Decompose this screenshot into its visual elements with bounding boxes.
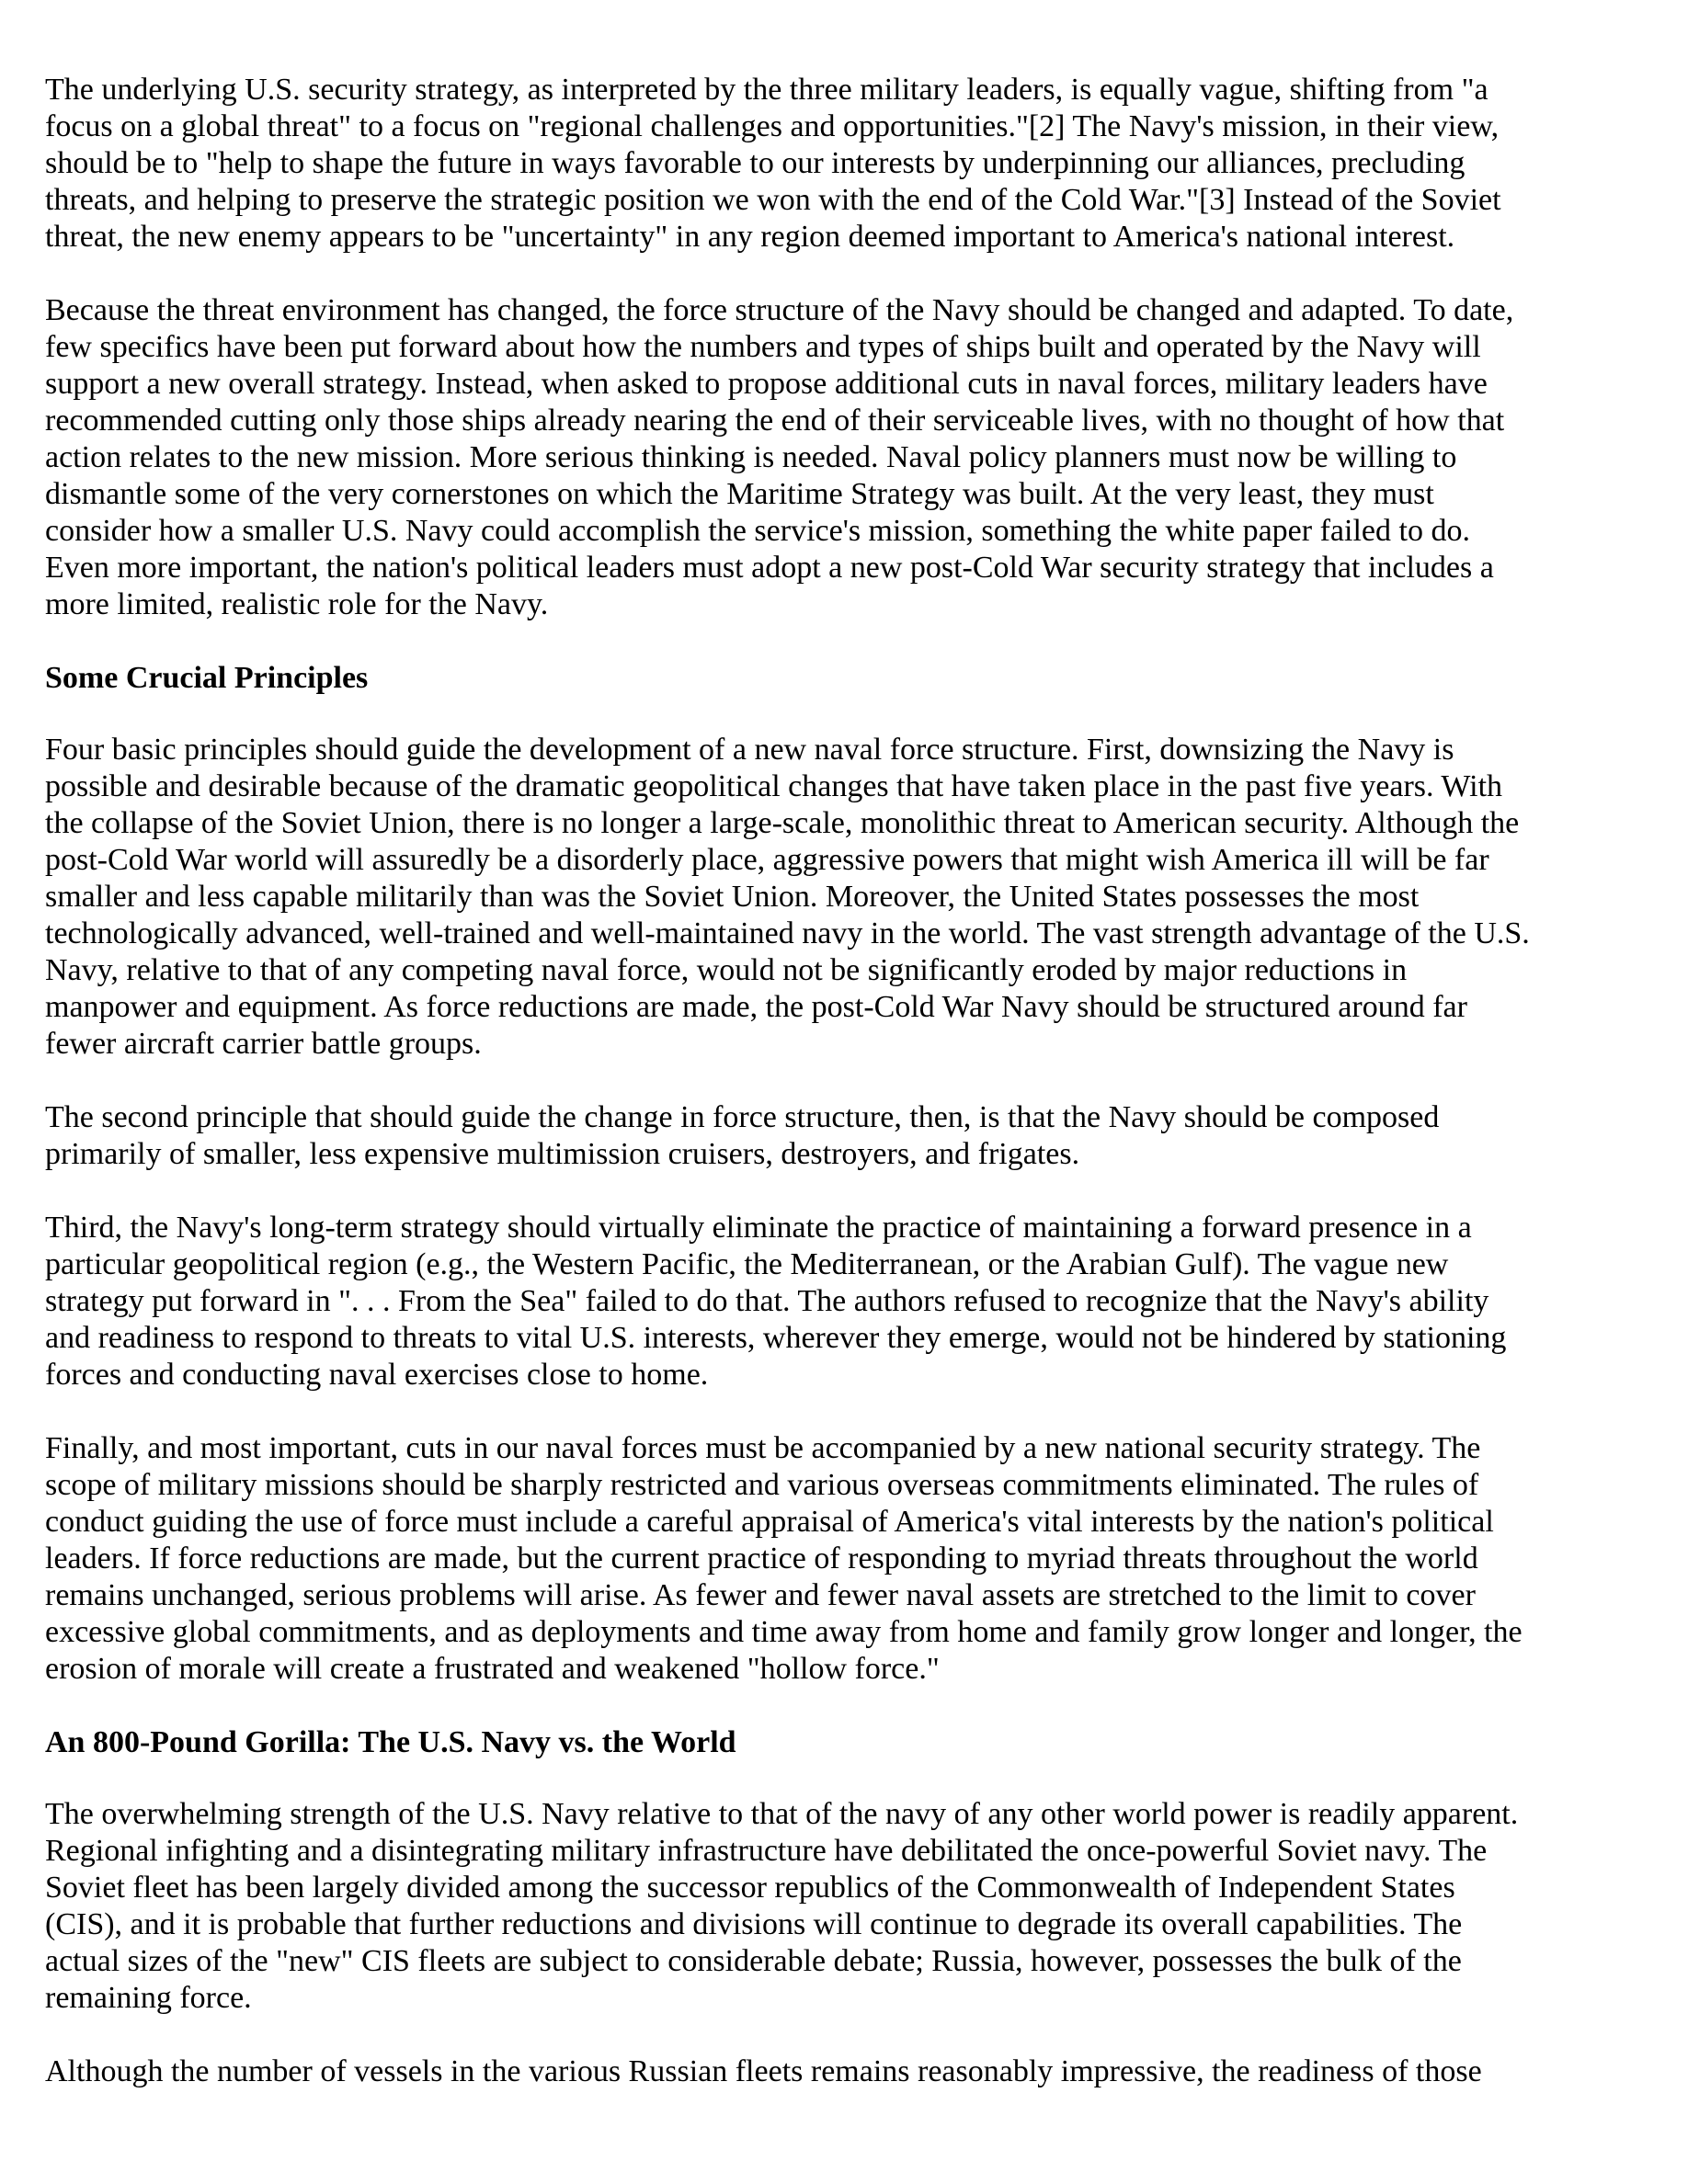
text-line: threats, and helping to preserve the strategic position we won with the end of the Cold War."[3] Instead of the Soviet [45, 183, 1501, 217]
paragraph-russian-fleets [45, 2053, 1663, 2090]
text-line: threat, the new enemy appears to be "uncertainty" in any region deemed important to America's national interest. [45, 220, 1455, 254]
text-line: Even more important, the nation's political leaders must adopt a new post-Cold War security strategy that includes a [45, 551, 1494, 585]
paragraph-overwhelming-strength [45, 1796, 1663, 2017]
text-line: Soviet fleet has been largely divided among the successor republics of the Commonwealth of Independent States [45, 1871, 1455, 1905]
text-line: remains unchanged, serious problems will arise. As fewer and fewer naval assets are stretched to the limit to cover [45, 1578, 1476, 1612]
text-line: conduct guiding the use of force must include a careful appraisal of America's vital interests by the nation's political [45, 1505, 1494, 1539]
section-heading-800-pound-gorilla: An 800-Pound Gorilla: The U.S. Navy vs. the World [45, 1725, 736, 1759]
text-line: leaders. If force reductions are made, but the current practice of responding to myriad threats throughout the world [45, 1541, 1478, 1575]
text-line: action relates to the new mission. More serious thinking is needed. Naval policy planners must now be willing to [45, 440, 1457, 474]
text-line: post-Cold War world will assuredly be a disorderly place, aggressive powers that might wish America ill will be far [45, 843, 1489, 877]
text-line: forces and conducting naval exercises close to home. [45, 1358, 709, 1392]
text-line: should be to "help to shape the future in ways favorable to our interests by underpinning our alliances, precluding [45, 146, 1466, 180]
text-line: recommended cutting only those ships already nearing the end of their serviceable lives, with no thought of how that [45, 404, 1505, 438]
text-line: excessive global commitments, and as deployments and time away from home and family grow longer and longer, the [45, 1615, 1523, 1649]
text-line: Four basic principles should guide the development of a new naval force structure. First, downsizing the Navy is [45, 733, 1454, 767]
text-line: Because the threat environment has changed, the force structure of the Navy should be changed and adapted. To date, [45, 293, 1514, 327]
text-line: primarily of smaller, less expensive multimission cruisers, destroyers, and frigates. [45, 1137, 1080, 1171]
text-line: manpower and equipment. As force reductions are made, the post-Cold War Navy should be structured around far [45, 990, 1467, 1024]
text-line: Navy, relative to that of any competing naval force, would not be significantly eroded by major reductions in [45, 953, 1408, 987]
text-line: Third, the Navy's long-term strategy should virtually eliminate the practice of maintaining a forward presence in a [45, 1211, 1472, 1245]
text-line: erosion of morale will create a frustrated and weakened "hollow force." [45, 1652, 940, 1686]
text-line: scope of military missions should be sharply restricted and various overseas commitments eliminated. The rules of [45, 1468, 1479, 1502]
text-line: technologically advanced, well-trained and well-maintained navy in the world. The vast strength advantage of the U.S. [45, 916, 1530, 950]
text-line: few specifics have been put forward about how the numbers and types of ships built and operated by the Navy will [45, 330, 1481, 364]
text-line: support a new overall strategy. Instead, when asked to propose additional cuts in naval forces, military leaders have [45, 367, 1488, 401]
text-line: consider how a smaller U.S. Navy could accomplish the service's mission, something the white paper failed to do. [45, 514, 1470, 548]
paragraph-security-strategy [45, 72, 1663, 256]
text-line: the collapse of the Soviet Union, there is no longer a large-scale, monolithic threat to American security. Although the [45, 806, 1520, 840]
text-line: and readiness to respond to threats to vital U.S. interests, wherever they emerge, would not be hindered by stationing [45, 1321, 1507, 1355]
text-line: The second principle that should guide the change in force structure, then, is that the Navy should be composed [45, 1100, 1440, 1134]
text-line: The underlying U.S. security strategy, as interpreted by the three military leaders, is equally vague, shifting from "a [45, 73, 1488, 107]
document-page [45, 72, 1663, 2127]
text-line: particular geopolitical region (e.g., the Western Pacific, the Mediterranean, or the Arabian Gulf). The vague new [45, 1247, 1449, 1281]
paragraph-force-structure [45, 292, 1663, 623]
text-line: Regional infighting and a disintegrating military infrastructure have debilitated the once-powerful Soviet navy. The [45, 1834, 1488, 1868]
text-line: actual sizes of the "new" CIS fleets are subject to considerable debate; Russia, however, possesses the bulk of the [45, 1944, 1462, 1978]
text-line: focus on a global threat" to a focus on "regional challenges and opportunities."[2] The Navy's mission, in their view, [45, 109, 1500, 143]
section-heading-crucial-principles: Some Crucial Principles [45, 661, 369, 695]
text-line: remaining force. [45, 1981, 252, 2015]
text-line: strategy put forward in ". . . From the Sea" failed to do that. The authors refused to recognize that the Navy's ability [45, 1284, 1489, 1318]
text-line: Although the number of vessels in the various Russian fleets remains reasonably impressive, the readiness of those [45, 2054, 1482, 2088]
text-line: The overwhelming strength of the U.S. Navy relative to that of the navy of any other world power is readily apparent. [45, 1797, 1519, 1831]
paragraph-second-principle [45, 1099, 1663, 1173]
text-line: more limited, realistic role for the Navy. [45, 587, 549, 621]
text-line: Finally, and most important, cuts in our naval forces must be accompanied by a new national security strategy. The [45, 1431, 1481, 1465]
text-line: fewer aircraft carrier battle groups. [45, 1027, 482, 1061]
paragraph-third-principle [45, 1210, 1663, 1393]
text-line: dismantle some of the very cornerstones on which the Maritime Strategy was built. At the very least, they must [45, 477, 1434, 511]
text-line: possible and desirable because of the dramatic geopolitical changes that have taken place in the past five years. With [45, 769, 1503, 803]
text-line: smaller and less capable militarily than was the Soviet Union. Moreover, the United States possesses the most [45, 880, 1420, 914]
text-line: (CIS), and it is probable that further reductions and divisions will continue to degrade its overall capabilities. The [45, 1907, 1463, 1941]
paragraph-four-principles [45, 732, 1663, 1063]
paragraph-final-principle [45, 1430, 1663, 1688]
